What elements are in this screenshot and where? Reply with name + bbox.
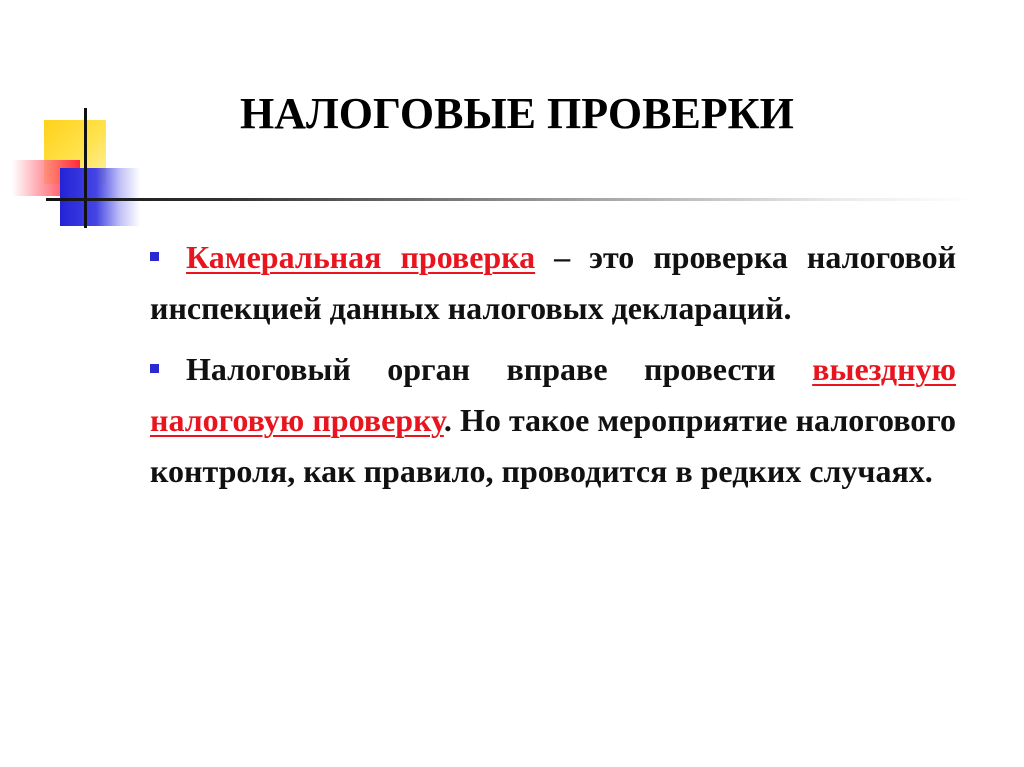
deco-blue-square [60, 168, 140, 226]
bullet-text: – это проверка налоговой инспекцией данных налоговых деклараций. [150, 239, 957, 326]
title-divider-line [46, 198, 976, 201]
deco-vertical-line [84, 108, 87, 228]
highlight-term: Камеральная проверка [186, 239, 536, 275]
bullet-list [150, 232, 956, 507]
slide-title: НАЛОГОВЫЕ ПРОВЕРКИ [240, 89, 794, 138]
bullet-text-after: . Но такое мероприятие налогового контроля, как правило, проводится в редких случаях. [150, 402, 957, 489]
square-bullet-icon [150, 252, 159, 261]
square-bullet-icon [150, 364, 159, 373]
bullet-text-before: Налоговый орган вправе провести [186, 351, 813, 387]
bullet-item-1 [150, 232, 956, 334]
bullet-item-2 [150, 344, 956, 497]
highlight-term: выездную налоговую проверку [150, 351, 956, 438]
